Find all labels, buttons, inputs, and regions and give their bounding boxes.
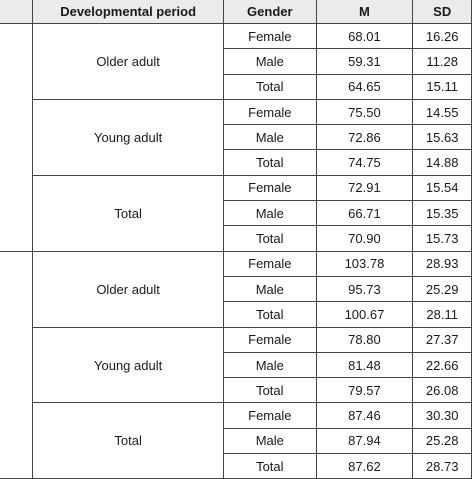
period-cell: Older adult <box>33 251 224 327</box>
m-cell: 100.67 <box>316 302 413 327</box>
group-label-cell <box>0 24 33 252</box>
gender-cell: Male <box>224 276 316 301</box>
m-cell: 70.90 <box>316 226 413 251</box>
header-gender: Gender <box>224 0 316 24</box>
m-cell: 68.01 <box>316 24 413 49</box>
m-cell: 95.73 <box>316 276 413 301</box>
m-cell: 78.80 <box>316 327 413 352</box>
gender-cell: Female <box>224 251 316 276</box>
m-cell: 81.48 <box>316 352 413 377</box>
period-cell: Total <box>33 175 224 251</box>
sd-cell: 14.55 <box>413 99 472 124</box>
table-row <box>0 24 472 49</box>
gender-cell: Total <box>224 454 316 479</box>
gender-cell: Total <box>224 378 316 403</box>
sd-cell: 25.29 <box>413 276 472 301</box>
gender-cell: Male <box>224 125 316 150</box>
m-cell: 87.46 <box>316 403 413 428</box>
m-cell: 72.86 <box>316 125 413 150</box>
gender-cell: Male <box>224 201 316 226</box>
sd-cell: 11.28 <box>413 49 472 74</box>
table-row <box>0 251 472 276</box>
m-cell: 72.91 <box>316 175 413 200</box>
gender-cell: Female <box>224 403 316 428</box>
m-cell: 87.62 <box>316 454 413 479</box>
period-cell: Total <box>33 403 224 479</box>
sd-cell: 26.08 <box>413 378 472 403</box>
gender-cell: Female <box>224 24 316 49</box>
sd-cell: 15.35 <box>413 201 472 226</box>
sd-cell: 28.73 <box>413 454 472 479</box>
sd-cell: 22.66 <box>413 352 472 377</box>
m-cell: 59.31 <box>316 49 413 74</box>
header-row <box>0 0 472 24</box>
table-row <box>0 175 472 200</box>
sd-cell: 30.30 <box>413 403 472 428</box>
sd-cell: 15.63 <box>413 125 472 150</box>
gender-cell: Female <box>224 327 316 352</box>
gender-cell: Male <box>224 49 316 74</box>
gender-cell: Total <box>224 150 316 175</box>
header-developmental-period: Developmental period <box>33 0 224 24</box>
m-cell: 64.65 <box>316 74 413 99</box>
period-cell: Young adult <box>33 327 224 403</box>
gender-cell: Total <box>224 302 316 327</box>
m-cell: 75.50 <box>316 99 413 124</box>
table-row <box>0 327 472 352</box>
gender-cell: Female <box>224 99 316 124</box>
sd-cell: 28.93 <box>413 251 472 276</box>
table-row <box>0 99 472 124</box>
table-row <box>0 403 472 428</box>
header-m: M <box>316 0 413 24</box>
gender-cell: Total <box>224 74 316 99</box>
header-blank-cell <box>0 0 33 24</box>
gender-cell: Total <box>224 226 316 251</box>
gender-cell: Male <box>224 428 316 453</box>
sd-cell: 28.11 <box>413 302 472 327</box>
gender-cell: Female <box>224 175 316 200</box>
sd-cell: 15.73 <box>413 226 472 251</box>
sd-cell: 14.88 <box>413 150 472 175</box>
m-cell: 87.94 <box>316 428 413 453</box>
m-cell: 66.71 <box>316 201 413 226</box>
sd-cell: 25.28 <box>413 428 472 453</box>
m-cell: 79.57 <box>316 378 413 403</box>
sd-cell: 15.54 <box>413 175 472 200</box>
period-cell: Young adult <box>33 99 224 175</box>
header-sd: SD <box>413 0 472 24</box>
gender-cell: Male <box>224 352 316 377</box>
sd-cell: 15.11 <box>413 74 472 99</box>
group-label-cell <box>0 251 33 479</box>
sd-cell: 27.37 <box>413 327 472 352</box>
m-cell: 103.78 <box>316 251 413 276</box>
period-cell: Older adult <box>33 24 224 100</box>
m-cell: 74.75 <box>316 150 413 175</box>
sd-cell: 16.26 <box>413 24 472 49</box>
